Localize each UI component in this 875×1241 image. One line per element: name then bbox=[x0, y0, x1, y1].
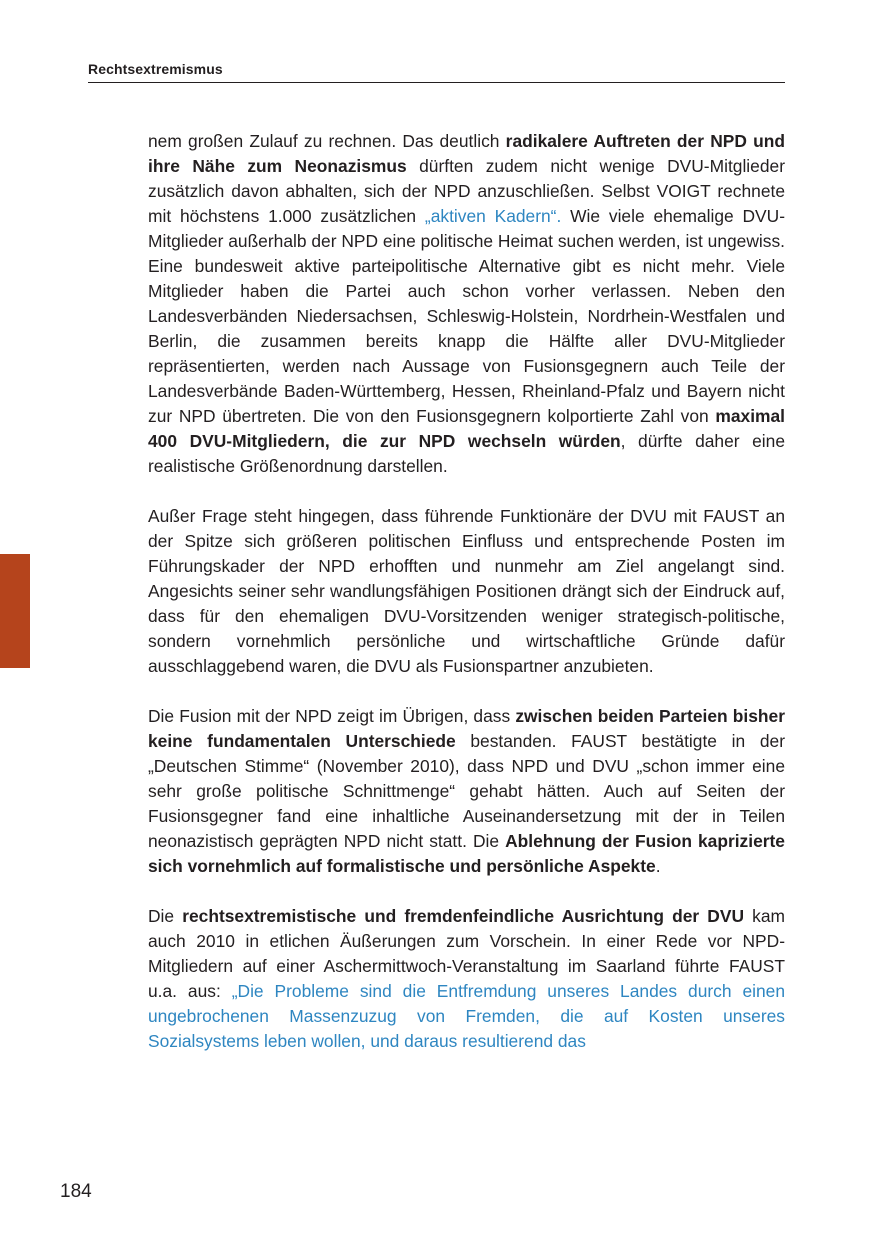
body-text-run: Außer Frage steht hingegen, dass führende Funktionäre der DVU mit FAUST an der Spitze sich größeren politischen Einfluss und entsprechende Posten im Führungskader der NPD erhofften und nunmehr am Ziel angelangt sind. Angesichts seiner sehr wandlungsfähigen Positionen drängt sich der Eindruck auf, dass für den ehemaligen DVU-Vorsitzenden weniger strategisch-politische, sondern vornehmlich persönliche und wirtschaftliche Gründe dafür ausschlaggebend waren, die DVU als Fusionspartner anzubieten. bbox=[148, 506, 785, 676]
paragraph bbox=[148, 129, 785, 479]
header-rule bbox=[88, 82, 785, 83]
emphasized-text: maximal 400 DVU-Mitgliedern, die zur NPD wechseln würden bbox=[148, 406, 785, 451]
body-text-run: bestanden. FAUST bestätigte in der „Deutschen Stimme“ (November 2010), dass NPD und DVU „schon immer eine sehr große politische Schnittmenge“ gehabt hätten. Auch auf Seiten der Fusionsgegner fand eine inhaltliche Auseinandersetzung mit der in Teilen neonazistisch geprägten NPD nicht statt. Die bbox=[148, 731, 785, 851]
quotation-text: „aktiven Kadern“. bbox=[424, 206, 562, 226]
quotation-text: „Die Probleme sind die Entfremdung unseres Landes durch einen ungebrochenen Massenzuzug von Fremden, die auf Kosten unseres Sozialsystems leben wollen, und daraus resultierend das bbox=[148, 981, 785, 1051]
body-text-run: Die Fusion mit der NPD zeigt im Übrigen, dass bbox=[148, 706, 516, 726]
emphasized-text: Ablehnung der Fusion kaprizierte sich vornehmlich auf formalistische und persönliche Aspekte bbox=[148, 831, 785, 876]
body-text-run: , dürfte daher eine realistische Größenordnung darstellen. bbox=[148, 431, 786, 476]
body-text-run: . bbox=[655, 856, 661, 876]
emphasized-text: zwischen beiden Parteien bisher keine fundamentalen Unterschiede bbox=[148, 706, 785, 751]
body-text bbox=[148, 129, 785, 1054]
emphasized-text: radikalere Auftreten der NPD und ihre Nähe zum Neonazismus bbox=[148, 131, 785, 176]
running-header: Rechtsextremismus bbox=[88, 61, 223, 77]
body-text-run: dürften zudem nicht wenige DVU-Mitglieder zusätzlich davon abhalten, sich der NPD anzuschließen. Selbst VOIGT rechnete mit höchstens 1.000 zusätzlichen bbox=[148, 156, 785, 226]
body-text-run: kam auch 2010 in etlichen Äußerungen zum Vorschein. In einer Rede vor NPD-Mitgliedern auf einer Aschermittwoch-Veranstaltung im Saarland führte FAUST u.a. aus: bbox=[148, 906, 785, 1001]
body-text-run: nem großen Zulauf zu rechnen. Das deutlich bbox=[148, 131, 506, 151]
paragraph bbox=[148, 904, 785, 1054]
page-number: 184 bbox=[60, 1181, 92, 1202]
body-text-run: Wie viele ehemalige DVU-Mitglieder außerhalb der NPD eine politische Heimat suchen werden, ist ungewiss. Eine bundesweit aktive parteipolitische Alternative gibt es nicht mehr. Viele Mitglieder haben die Partei auch schon vorher verlassen. Neben den Landesverbänden Niedersachsen, Schleswig-Holstein, Nordrhein-Westfalen und Berlin, die zusammen bereits knapp die Hälfte aller DVU-Mitglieder repräsentierten, werden nach Aussage von Fusionsgegnern auch Teile der Landesverbände Baden-Württemberg, Hessen, Rheinland-Pfalz und Bayern nicht zur NPD übertreten. Die von den Fusionsgegnern kolportierte Zahl von bbox=[148, 206, 786, 426]
chapter-side-tab bbox=[0, 554, 30, 668]
paragraph bbox=[148, 504, 785, 679]
body-text-run: Die bbox=[148, 906, 183, 926]
emphasized-text: rechtsextremistische und fremdenfeindliche Ausrichtung der DVU bbox=[182, 906, 745, 926]
paragraph bbox=[148, 704, 785, 879]
